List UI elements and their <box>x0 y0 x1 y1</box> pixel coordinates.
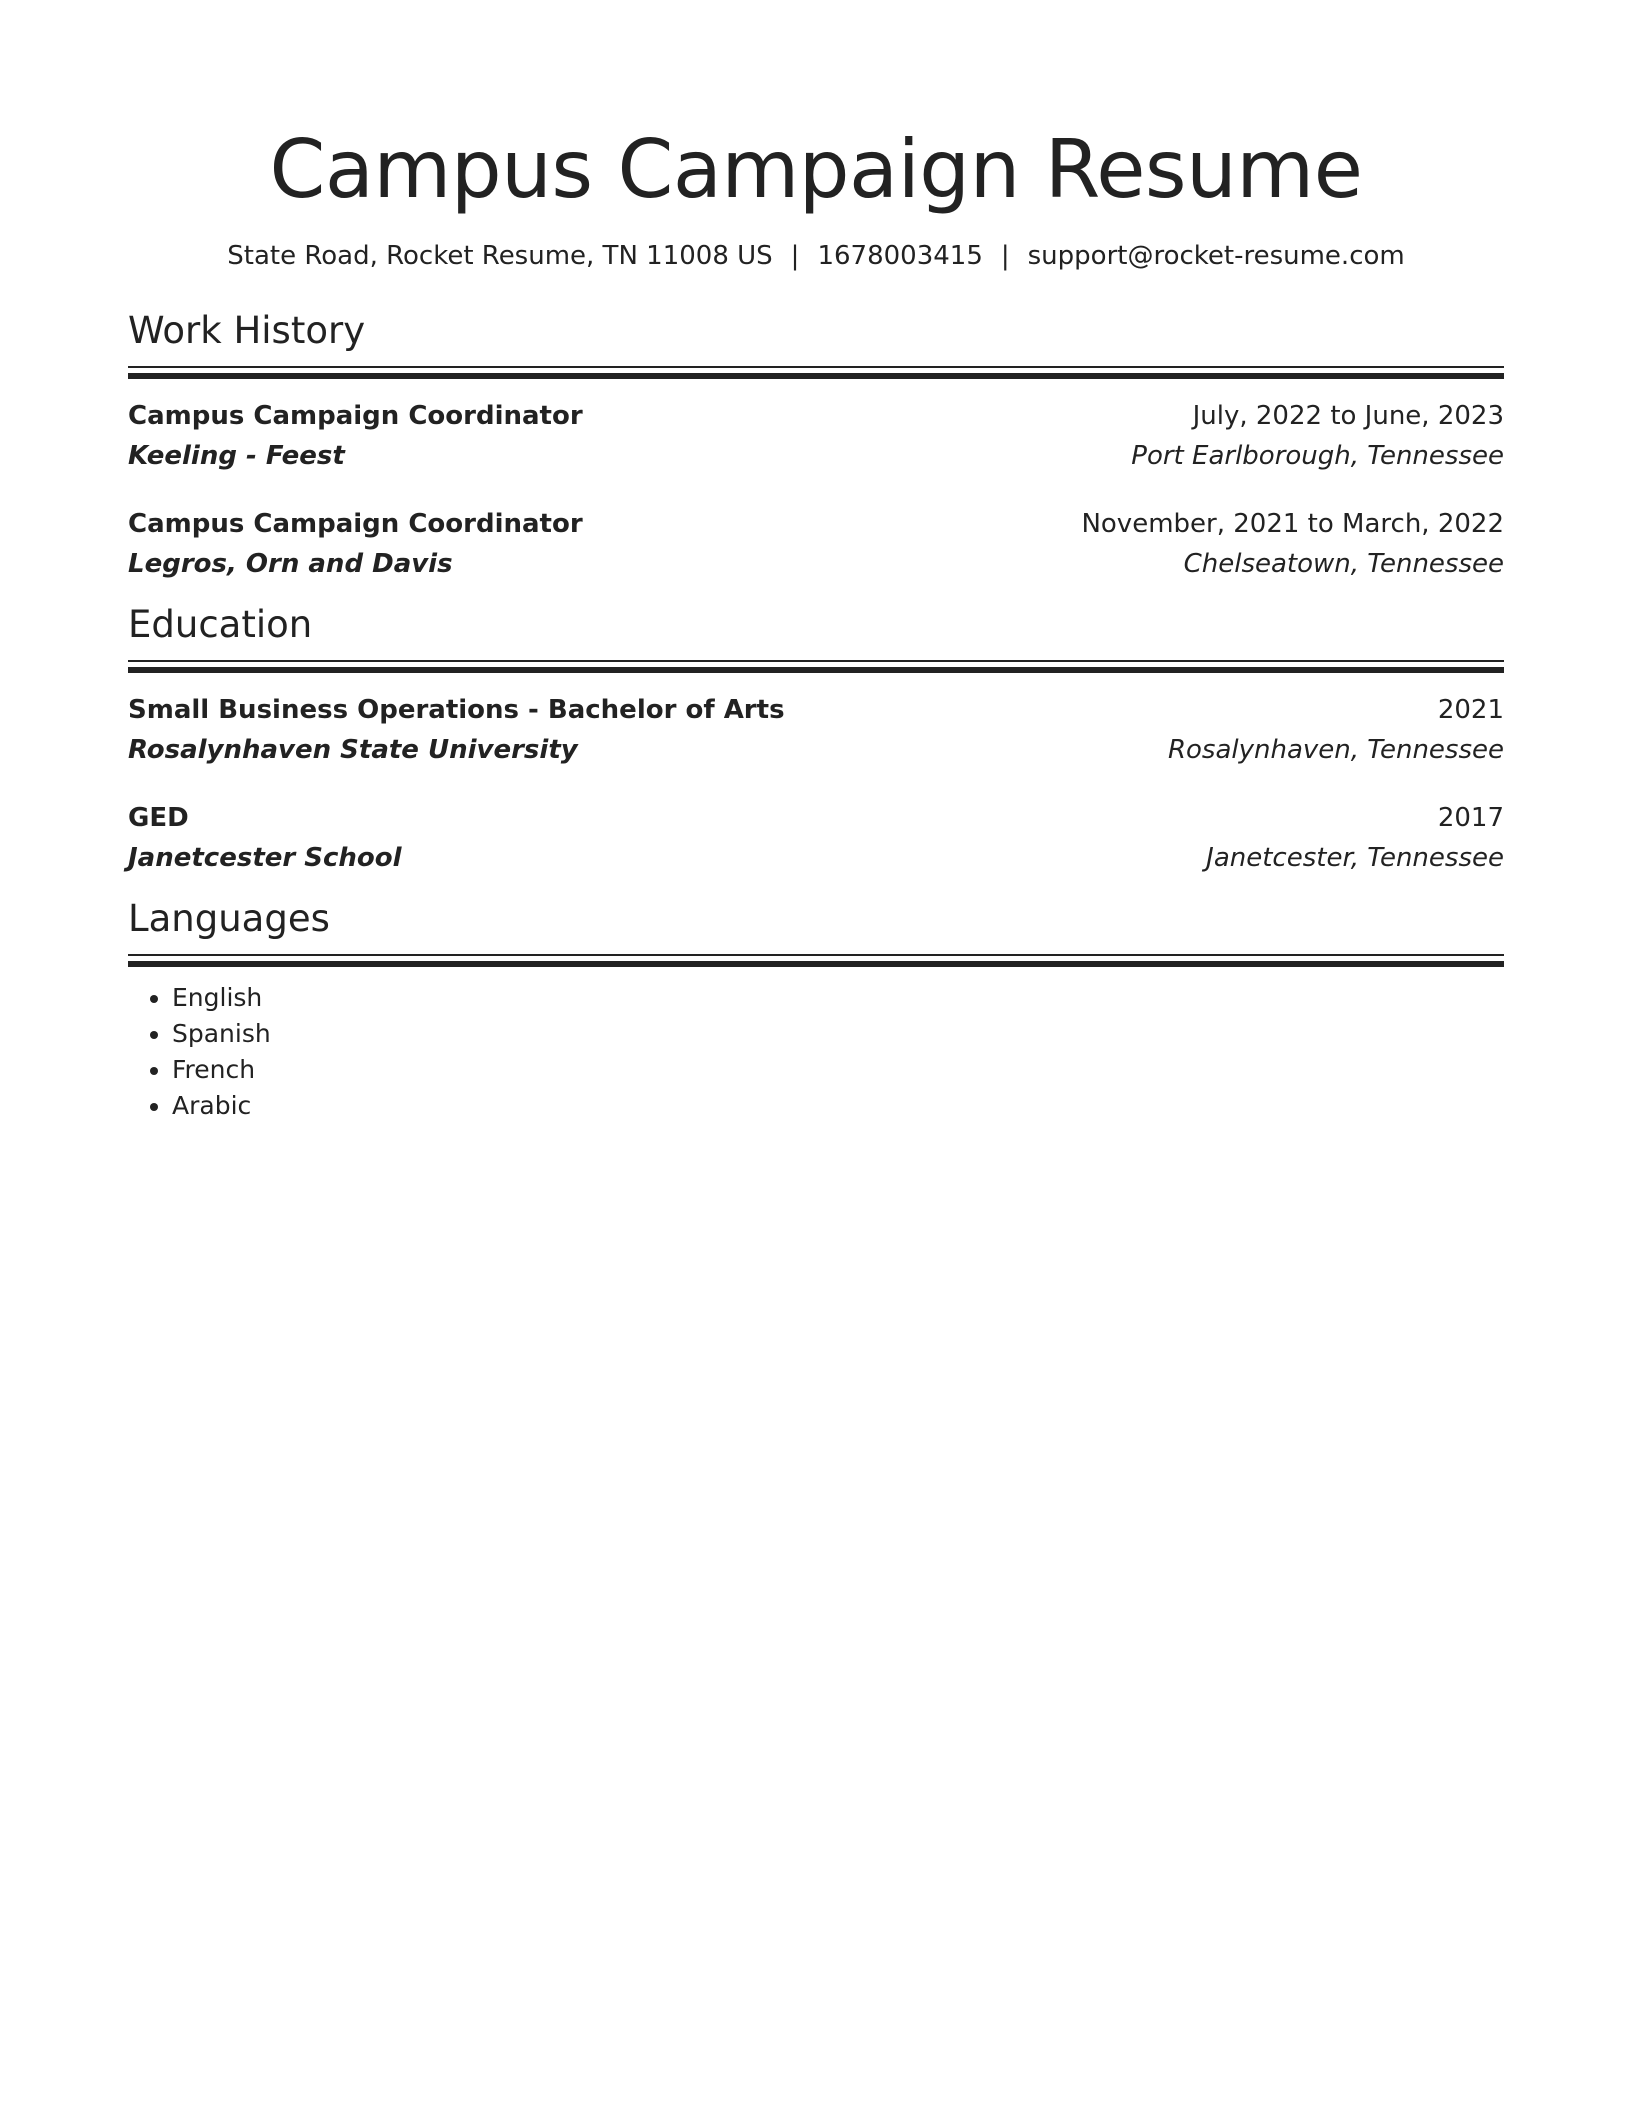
school-name: Janetcester School <box>128 843 402 873</box>
section-heading-languages: Languages <box>128 897 330 940</box>
contact-separator: | <box>790 241 800 271</box>
education-entry <box>128 690 1504 770</box>
list-item: • English <box>172 980 1504 1016</box>
section-divider <box>128 366 1504 380</box>
job-title: Campus Campaign Coordinator <box>128 401 583 431</box>
languages-list <box>128 980 1504 1124</box>
school-location: Janetcester, Tennessee <box>1206 843 1504 873</box>
school-location: Rosalynhaven, Tennessee <box>1167 735 1504 765</box>
resume-page <box>128 0 1504 1124</box>
list-item: • French <box>172 1052 1504 1088</box>
job-title: Campus Campaign Coordinator <box>128 509 583 539</box>
list-item: • Spanish <box>172 1016 1504 1052</box>
graduation-year: 2021 <box>1437 695 1504 725</box>
section-divider <box>128 954 1504 968</box>
education-section <box>128 602 1504 878</box>
contact-separator: | <box>1000 241 1010 271</box>
work-entry <box>128 504 1504 584</box>
degree-name: Small Business Operations - Bachelor of Arts <box>128 695 785 725</box>
list-item: • Arabic <box>172 1088 1504 1124</box>
contact-phone: 1678003415 <box>817 241 983 271</box>
languages-section <box>128 896 1504 1124</box>
contact-email: support@rocket-resume.com <box>1027 241 1405 271</box>
job-dates: November, 2021 to March, 2022 <box>1081 509 1504 539</box>
school-name: Rosalynhaven State University <box>128 735 578 765</box>
section-divider <box>128 660 1504 674</box>
work-history-section <box>128 308 1504 584</box>
job-location: Port Earlborough, Tennessee <box>1131 441 1504 471</box>
job-dates: July, 2022 to June, 2023 <box>1192 401 1504 431</box>
degree-name: GED <box>128 803 189 833</box>
job-location: Chelseatown, Tennessee <box>1183 549 1504 579</box>
company-name: Keeling - Feest <box>128 441 345 471</box>
contact-address: State Road, Rocket Resume, TN 11008 US <box>227 241 773 271</box>
resume-title: Campus Campaign Resume <box>269 123 1363 216</box>
education-entry <box>128 798 1504 878</box>
graduation-year: 2017 <box>1437 803 1504 833</box>
work-entry <box>128 396 1504 476</box>
section-heading-education: Education <box>128 603 313 646</box>
company-name: Legros, Orn and Davis <box>128 549 453 579</box>
section-heading-work-history: Work History <box>128 309 366 352</box>
contact-line <box>128 238 1504 274</box>
